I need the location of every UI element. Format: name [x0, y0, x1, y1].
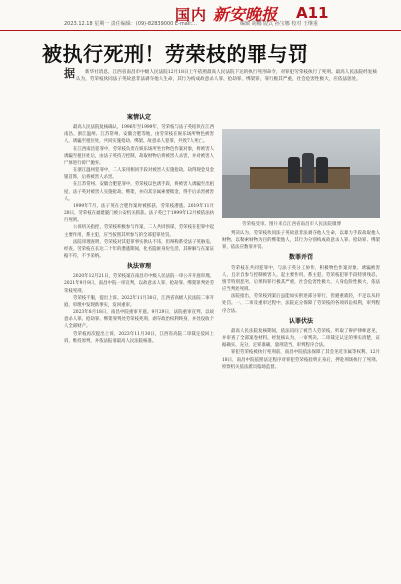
right-column: [222, 230, 380, 580]
section-heading: 案情认定: [126, 114, 151, 121]
drop-cap: 据: [64, 67, 75, 80]
paragraph: 最高人民法院复核期间，依法讯问了被告人劳荣枝，听取了辩护律师意见，并审查了全部案卷材料。经复核认为，一审判决、二审裁定认定的事实清楚，证据确实、充分，定罪准确，量刑适当，审判程序合法。: [222, 328, 380, 349]
paragraph: 罪犯劳荣枝被执行死刑前，南昌中院依法保障了其会见近亲属等权利。12月18日，南昌中院依照法定程序对罪犯劳荣枝验明正身后，押赴刑场执行了死刑。检察机关依法派员临场监督。: [222, 350, 380, 370]
paragraph: 法院审理查明，劳荣枝对其犯罪事实供认不讳，但辩称系受法子英胁迫。经查，劳荣枝在长达二十年的潜逃期间，化名隐匿身份生活，其辩解与在案证据不符，不予采纳。: [64, 239, 214, 259]
paragraph: 2020年12月21日，劳荣枝案在南昌市中级人民法院一审公开开庭审理。2021年9月9日，南昌中院一审宣判，以故意杀人罪、抢劫罪、绑架罪判处劳荣枝死刑。: [64, 274, 214, 294]
page-number: A11: [296, 4, 329, 22]
paragraph: 最高人民法院复核确认，1996年至1999年，劳荣枝与法子英结伙在江西南昌、浙江温州、江苏常州、安徽合肥等地，由劳荣枝在娱乐场所物色被害人，诱骗至租住处，共同实施抢劫、绑架、故意杀人犯罪，共致7人死亡。: [64, 125, 214, 145]
lead-text: 新华社消息，江西省南昌市中级人民法院12月18日上午依照最高人民法院下达的执行死刑命令，对罪犯劳荣枝执行了死刑。最高人民法院经复核认为，劳荣枝伙同法子英故意非法剥夺他人生命，其行为构成故意杀人罪、抢劫罪、绑架罪，罪行极其严重，社会危害性极大，应依法惩处。: [76, 70, 377, 83]
dateline: 2023.12.18 星期一 责任编辑：(09)-82839000 E-mail:...: [64, 21, 198, 27]
editors-line: 编辑 胡娜 版式 孙宝娜 校对 王继重: [240, 21, 318, 27]
lead-paragraph: [64, 69, 380, 84]
section-heading: 认罪伏法: [288, 317, 313, 325]
section-name: 国内: [175, 6, 208, 24]
newspaper-logo: 新安晚报: [213, 5, 278, 24]
paragraph: 劳荣枝不服，提出上诉。2022年11月30日，江西省高级人民法院二审开庭，审理中发现新事实，发回重审。: [64, 295, 214, 308]
headline: 被执行死刑！劳荣枝的罪与罚: [42, 42, 309, 66]
paragraph: 2023年8月18日，南昌中院重审开庭。9月29日，法院重审宣判，以故意杀人罪、抢劫罪、绑架罪判处劳荣枝死刑，剥夺政治权利终身，并处没收个人全部财产。: [64, 310, 214, 330]
masthead: [0, 0, 401, 31]
photo-caption: 劳荣枝受审。图片来自江西省南昌市人民法院微博: [242, 222, 341, 227]
paragraph: 在浙江温州犯罪中，二人采用相同手段对被害人实施抢劫，劫得现金及金银首饰，后将被害人杀害。: [64, 168, 214, 181]
paragraph: 判决认为，劳荣枝伙同法子英故意非法剥夺他人生命，以暴力手段劫取他人财物，以勒索财物为目的绑架他人，其行为分别构成故意杀人罪、抢劫罪、绑架罪，依法应数罪并罚。: [222, 231, 380, 251]
paragraph: 在江苏常州、安徽合肥犯罪中，劳荣枝以色诱手段，将被害人诱骗至出租屋，法子英对被害人实施抢劫、绑架，并向其亲属索要赎金，得手后杀害被害人。: [64, 182, 214, 202]
paragraph: 劳荣枝在共同犯罪中，与法子英分工协作，积极物色作案对象、诱骗被害人，且亲自参与控制被害人，起主要作用，系主犯。劳荣枝犯罪手段特别残忍，情节特别恶劣，后果和罪行极其严重，社会危害性极大，人身危险性极大，依法应当判处死刑。: [222, 265, 380, 293]
section-heading: 数罪并罚: [288, 254, 313, 262]
paragraph: 法院指出，劳荣枝到案后虽能如实供述部分罪行，但避重就轻，不足以从轻处罚。一、二审及重审过程中，法院充分保障了劳荣枝的各项诉讼权利，审判程序合法。: [222, 294, 380, 314]
paragraph: 在江西南昌犯罪中，劳荣枝负责在娱乐场所坐台物色作案对象，将被害人诱骗至租住处后，由法子英持刀控制，劫取财物后将被害人杀害，并对被害人尸体进行碎尸抛弃。: [64, 146, 214, 166]
courtroom-photo: [222, 129, 380, 218]
paragraph: 1999年7月，法子英在合肥作案时被抓获，劳荣枝潜逃。2019年11月28日，劳荣枝在福建厦门被公安机关抓获。法子英已于1999年12月被依法执行死刑。: [64, 203, 214, 224]
section-heading: 执法审理: [126, 263, 151, 271]
left-column: [64, 111, 214, 581]
paragraph: 公诉机关指控，劳荣枝积极参与作案，二人共同预谋，劳荣枝在犯罪中起主要作用，系主犯，应当按照其所参与的全部犯罪处罚。: [64, 225, 214, 238]
paragraph: 劳荣枝再次提出上诉，2023年11月30日，江西省高院二审裁定驳回上诉，维持原判，并依法报请最高人民法院核准。: [64, 331, 214, 344]
